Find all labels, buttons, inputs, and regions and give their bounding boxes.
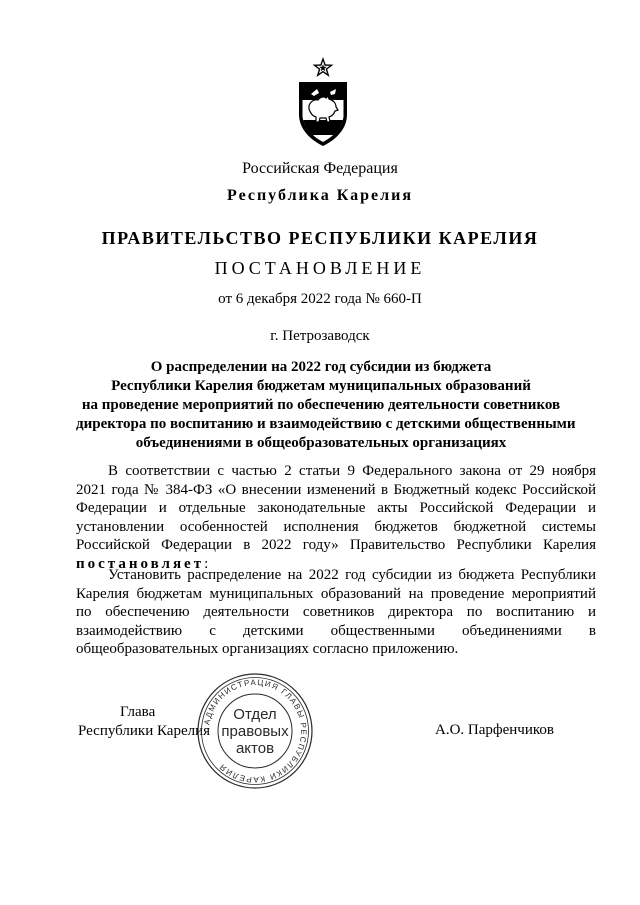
signatory-title-line: Глава	[120, 704, 156, 720]
body-line: Установить распределение на 2022 год субсидии из бюджета Республики	[108, 567, 596, 583]
government-heading: ПРАВИТЕЛЬСТВО РЕСПУБЛИКИ КАРЕЛИЯ	[101, 228, 539, 248]
coat-of-arms-icon	[295, 56, 351, 150]
body-line: установлении особенностей исполнения бюджетов бюджетной системы	[76, 518, 596, 535]
body-line: по обеспечению деятельности советников директора по воспитанию и	[76, 604, 596, 620]
title-line: на проведение мероприятий по обеспечению деятельности советников	[81, 397, 561, 413]
stamp-center-text	[195, 671, 315, 791]
republic-label: Республика Карелия	[227, 187, 413, 204]
stamp-line: актов	[235, 739, 275, 757]
decree-city: г. Петрозаводск	[270, 328, 370, 344]
stamp-ring-text: АДМИНИСТРАЦИЯ ГЛАВЫ РЕСПУБЛИКИ КАРЕЛИЯ	[202, 677, 309, 785]
signatory-title-line: Республики Карелия	[78, 723, 211, 739]
title-line: Республики Карелия бюджетам муниципальных образований	[111, 378, 531, 394]
body-line: 2021 года № 384-ФЗ «О внесении изменений в Бюджетный кодекс Российской	[76, 481, 596, 498]
resolves-colon: :	[204, 555, 209, 572]
signatory-name: А.О. Парфенчиков	[435, 722, 554, 738]
stamp-line: Отдел	[233, 705, 277, 723]
body-line: общеобразовательных организациях согласно приложению.	[76, 641, 459, 657]
decree-date: от 6 декабря 2022 года № 660-П	[218, 291, 422, 307]
title-line: объединениями в общеобразовательных организациях	[135, 435, 507, 451]
operative-paragraph	[76, 566, 596, 659]
stamp-line: правовых	[221, 722, 289, 740]
body-line: Карелия бюджетам муниципальных образований на проведение мероприятий	[76, 585, 596, 602]
body-line: взаимодействию с детскими общественными объединениями в	[76, 622, 596, 639]
federation-label: Российская Федерация	[242, 160, 398, 177]
title-line: директора по воспитанию и взаимодействию с детскими общественными	[76, 416, 576, 432]
body-line: Федерации и отдельные законодательные акты Российской Федерации и	[76, 500, 596, 516]
body-line: Российской Федерации в 2022 году» Правительство Республики Карелия	[76, 537, 596, 553]
decree-type-heading: ПОСТАНОВЛЕНИЕ	[214, 258, 426, 278]
official-stamp	[195, 671, 315, 791]
decree-title	[76, 358, 576, 453]
preamble-paragraph	[76, 462, 596, 573]
signatory-title	[78, 703, 210, 741]
resolves-word: постановляет	[76, 555, 205, 572]
body-line: В соответствии с частью 2 статьи 9 Федерального закона от 29 ноября	[108, 463, 596, 479]
title-line: О распределении на 2022 год субсидии из бюджета	[150, 359, 492, 375]
